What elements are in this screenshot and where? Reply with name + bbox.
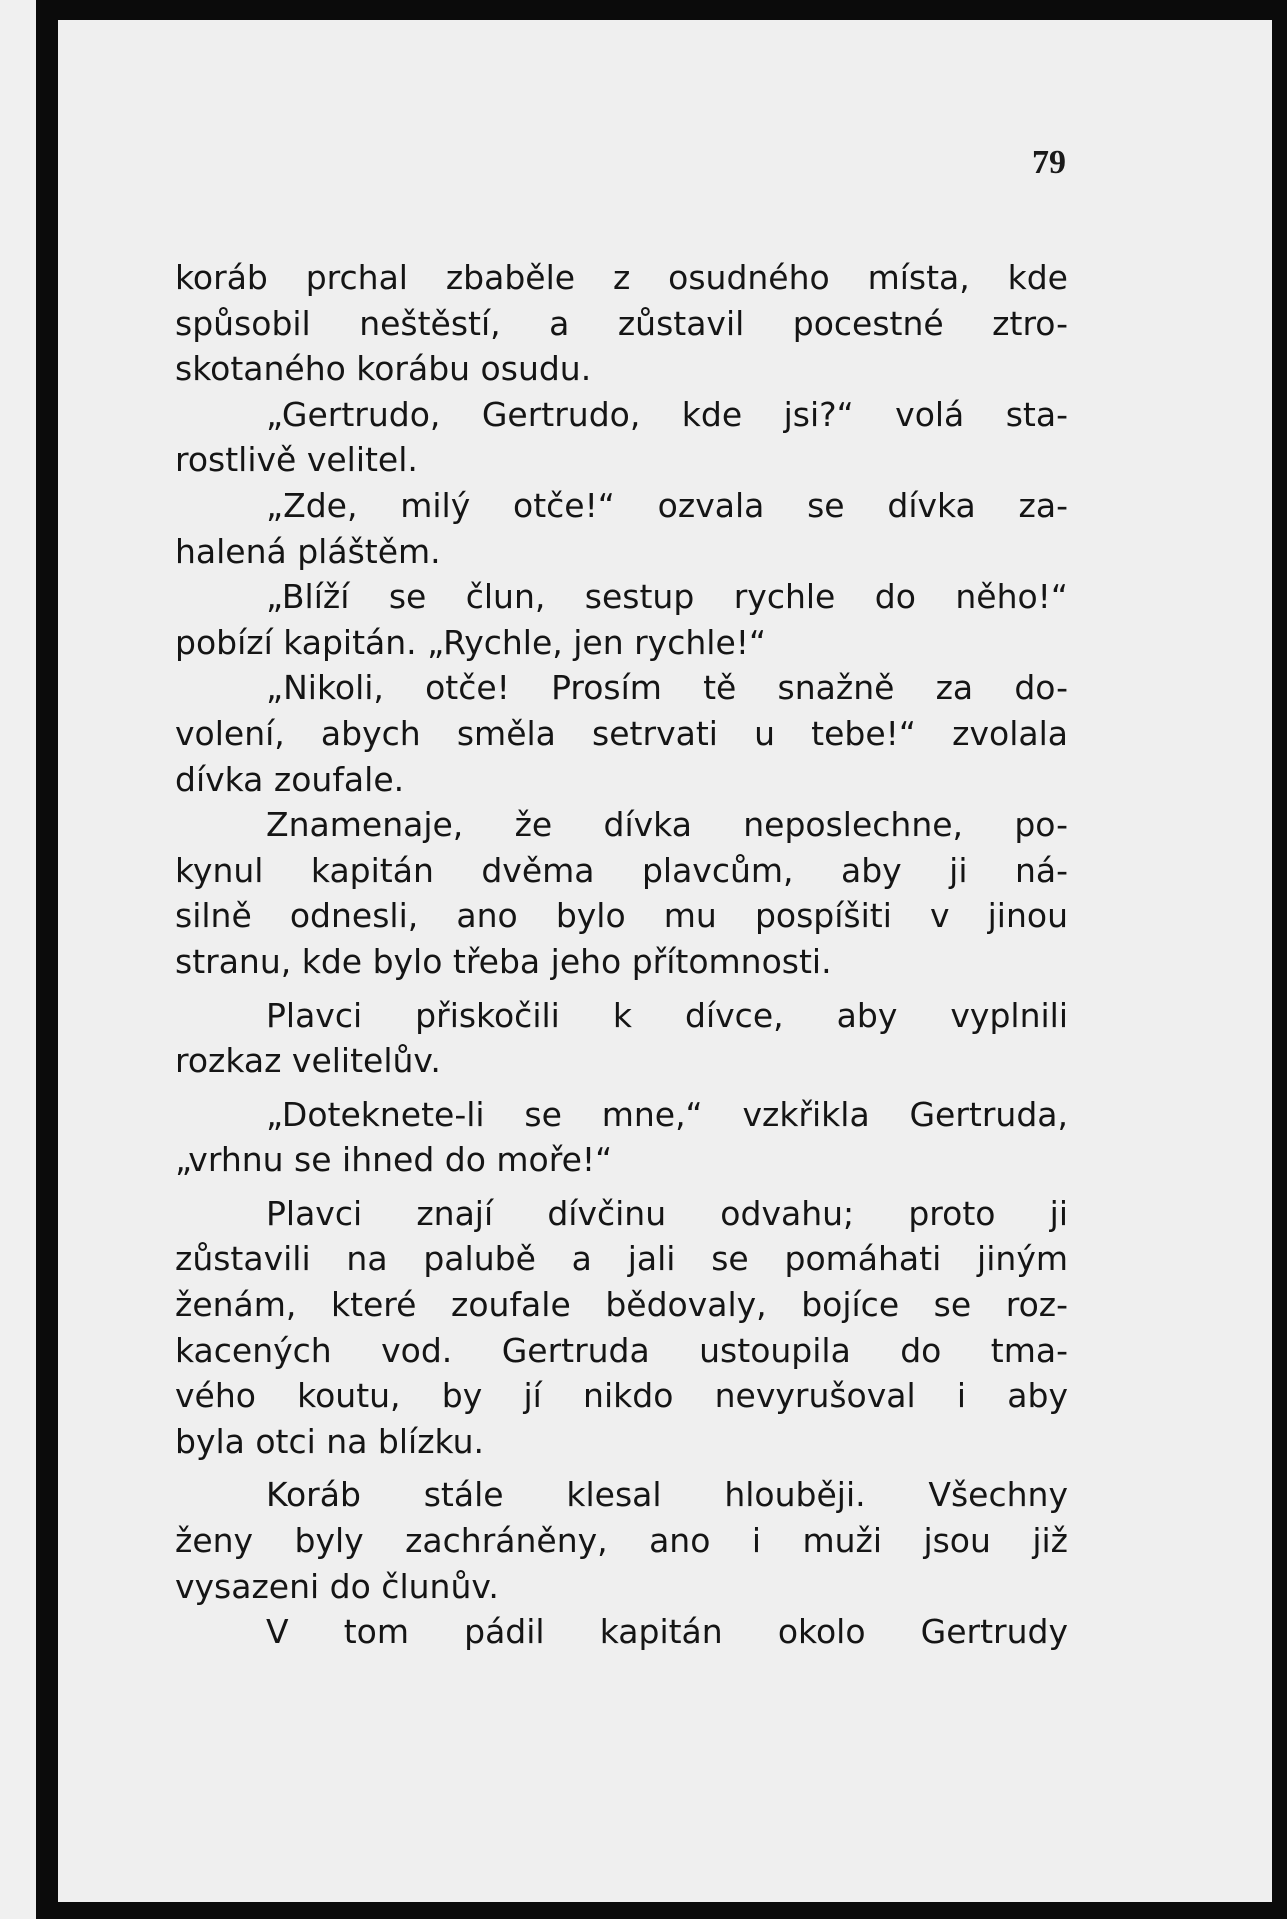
text-line: vého koutu, by jí nikdo nevyrušoval i aby: [175, 1376, 1068, 1416]
text-line: „vrhnu se ihned do moře!“: [175, 1140, 613, 1180]
text-line: Plavci přiskočili k dívce, aby vyplnili: [266, 995, 1068, 1035]
text-line: Znamenaje, že dívka neposlechne, po-: [266, 805, 1068, 845]
page-number: 79: [1032, 144, 1066, 181]
body-text: [175, 255, 1068, 1655]
text-line: ženy byly zachráněny, ano i muži jsou již: [175, 1521, 1068, 1561]
text-line: „Nikoli, otče! Prosím tě snažně za do-: [266, 668, 1068, 708]
text-line: „Gertrudo, Gertrudo, kde jsi?“ volá sta-: [266, 394, 1068, 434]
binding-shadow: [36, 0, 46, 1919]
text-line: Koráb stále klesal hlouběji. Všechny: [266, 1475, 1068, 1515]
text-line: byla otci na blízku.: [175, 1421, 485, 1461]
text-line: halená pláštěm.: [175, 531, 441, 571]
text-line: „Blíží se člun, sestup rychle do něho!“: [266, 577, 1068, 617]
text-line: kynul kapitán dvěma plavcům, aby ji ná-: [175, 850, 1068, 890]
text-line: kacených vod. Gertruda ustoupila do tma-: [175, 1330, 1068, 1370]
text-line: rozkaz velitelův.: [175, 1041, 441, 1081]
adjacent-page-edge: [0, 0, 40, 1919]
text-line: Plavci znají dívčinu odvahu; proto ji: [266, 1193, 1068, 1233]
text-line: vysazeni do člunův.: [175, 1566, 499, 1606]
text-line: pobízí kapitán. „Rychle, jen rychle!“: [175, 622, 767, 662]
text-line: skotaného korábu osudu.: [175, 349, 592, 389]
text-line: ženám, které zoufale bědovaly, bojíce se roz-: [175, 1285, 1068, 1325]
text-line: silně odnesli, ano bylo mu pospíšiti v jinou: [175, 896, 1068, 936]
text-line: dívka zoufale.: [175, 759, 405, 799]
text-line: koráb prchal zbaběle z osudného místa, kde: [175, 258, 1068, 297]
text-line: volení, abych směla setrvati u tebe!“ zvolala: [175, 713, 1068, 753]
text-line: stranu, kde bylo třeba jeho přítomnosti.: [175, 941, 832, 981]
text-line: V tom pádil kapitán okolo Gertrudy: [266, 1612, 1068, 1652]
text-line: rostlivě velitel.: [175, 440, 418, 480]
text-line: zůstavili na palubě a jali se pomáhati jiným: [175, 1239, 1068, 1279]
text-line: „Zde, milý otče!“ ozvala se dívka za-: [266, 485, 1068, 525]
text-line: spůsobil neštěstí, a zůstavil pocestné ztro-: [175, 303, 1068, 343]
text-line: „Doteknete-li se mne,“ vzkřikla Gertruda,: [266, 1094, 1068, 1134]
